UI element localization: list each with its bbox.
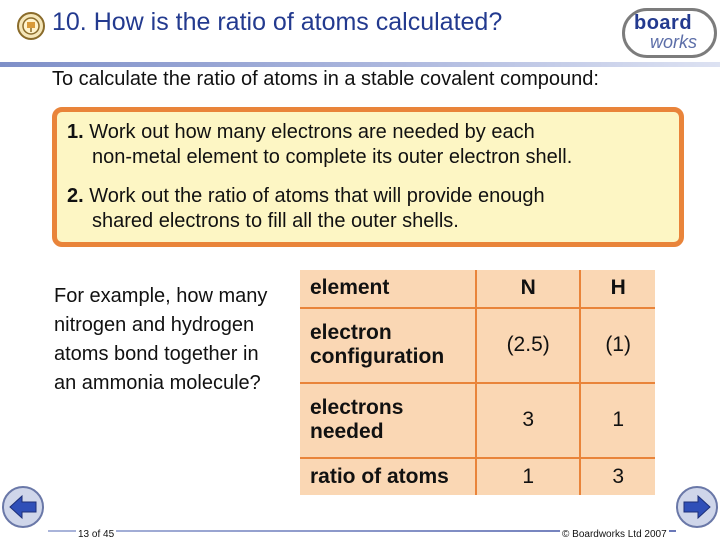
- step-text-line1: Work out the ratio of atoms that will provide enough: [89, 185, 545, 207]
- row-label: electrons needed: [300, 383, 476, 458]
- nitrogen-cell: N: [476, 270, 580, 308]
- boardworks-logo: [622, 8, 717, 58]
- hydrogen-cell: 3: [580, 458, 655, 496]
- table-row: [300, 458, 655, 496]
- step-text-line2: non-metal element to complete its outer electron shell.: [92, 146, 573, 168]
- row-label: ratio of atoms: [300, 458, 476, 496]
- step-1: [67, 120, 572, 170]
- step-number: 1.: [67, 121, 84, 143]
- next-slide-button[interactable]: [676, 486, 718, 528]
- hydrogen-cell: (1): [580, 308, 655, 383]
- step-text-line1: Work out how many electrons are needed by each: [89, 121, 535, 143]
- arrow-right-icon: [682, 494, 712, 520]
- arrow-left-icon: [8, 494, 38, 520]
- logo-text-board: board: [634, 12, 693, 34]
- copyright-text: © Boardworks Ltd 2007: [562, 529, 667, 540]
- page-title: 10. How is the ratio of atoms calculated?: [52, 8, 503, 36]
- table-row: [300, 383, 655, 458]
- step-number: 2.: [67, 185, 84, 207]
- step-2: [67, 184, 545, 234]
- previous-slide-button[interactable]: [2, 486, 44, 528]
- step-text-line2: shared electrons to fill all the outer shells.: [92, 210, 459, 232]
- header-divider: [0, 62, 720, 67]
- presentation-icon: [17, 12, 45, 40]
- row-label: element: [300, 270, 476, 308]
- intro-text: To calculate the ratio of atoms in a stable covalent compound:: [52, 68, 599, 90]
- steps-box: [52, 107, 684, 247]
- hydrogen-cell: 1: [580, 383, 655, 458]
- nitrogen-cell: 1: [476, 458, 580, 496]
- hydrogen-cell: H: [580, 270, 655, 308]
- page-number: 13 of 45: [78, 529, 115, 540]
- row-label: electron configuration: [300, 308, 476, 383]
- ratio-table: [300, 270, 655, 495]
- nitrogen-cell: (2.5): [476, 308, 580, 383]
- table-row: [300, 308, 655, 383]
- example-question: For example, how many nitrogen and hydrogen atoms bond together in an ammonia molecule?: [54, 285, 268, 394]
- logo-text-works: works: [650, 32, 698, 52]
- table-row: [300, 270, 655, 308]
- nitrogen-cell: 3: [476, 383, 580, 458]
